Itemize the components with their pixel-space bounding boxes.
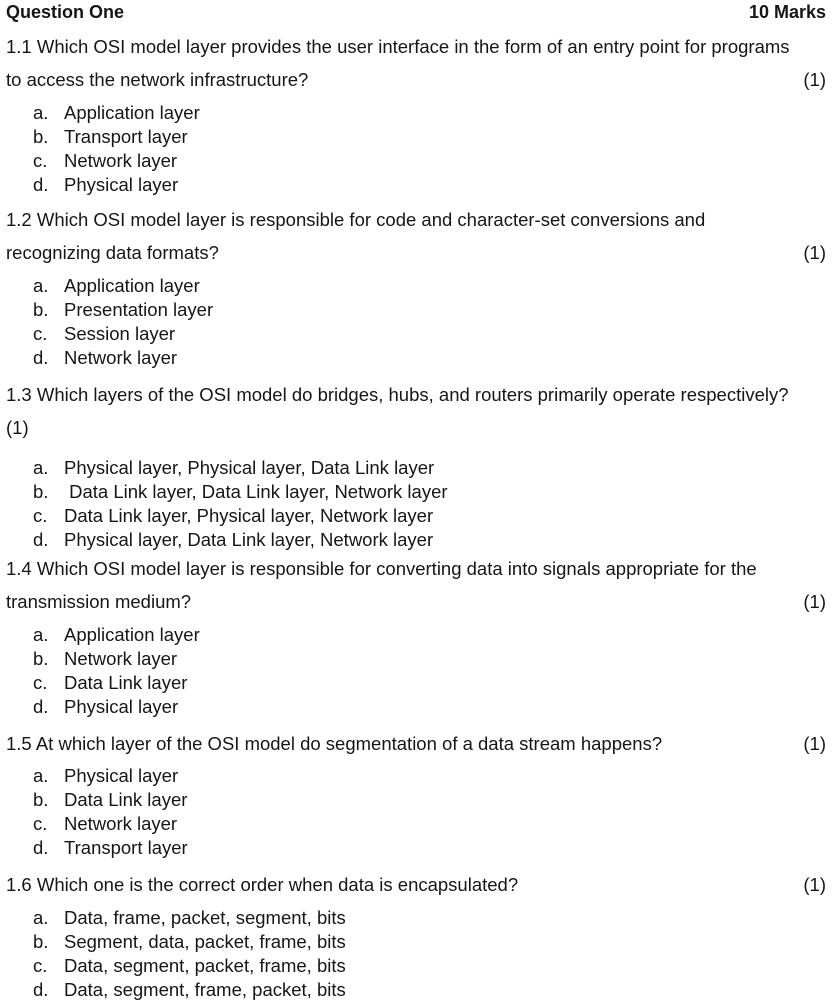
question-text-line-1: 1.2 Which OSI model layer is responsible for code and character-set conversions and — [6, 209, 706, 230]
option-a: a. Physical layer — [33, 765, 179, 786]
option-d: d. Physical layer, Data Link layer, Network layer — [33, 529, 434, 550]
question-text-line-1: 1.1 Which OSI model layer provides the user interface in the form of an entry point for programs — [6, 36, 790, 57]
option-a: a. Application layer — [33, 275, 200, 296]
question-1-4 — [6, 557, 826, 719]
option-list — [6, 456, 826, 552]
option-c: c. Data Link layer — [33, 672, 188, 693]
question-1-6 — [6, 873, 826, 1002]
question-mark: (1) — [803, 874, 826, 895]
option-d: d. Network layer — [33, 347, 178, 368]
question-text-line-2 — [6, 416, 826, 440]
option-a: a. Data, frame, packet, segment, bits — [33, 907, 346, 928]
option-b: b. Transport layer — [33, 126, 188, 147]
question-text-line-1: 1.6 Which one is the correct order when data is encapsulated? (1) — [6, 874, 826, 895]
question-mark: (1) — [803, 242, 826, 263]
question-text-line-2: transmission medium? (1) — [6, 591, 826, 612]
option-list — [6, 764, 826, 860]
option-b: b. Data Link layer — [33, 789, 188, 810]
option-list — [6, 906, 826, 1002]
question-mark: (1) — [803, 733, 826, 754]
option-list — [6, 623, 826, 719]
question-text-line-1: 1.3 Which layers of the OSI model do bridges, hubs, and routers primarily operate respectively? — [6, 384, 789, 405]
option-b: b. Network layer — [33, 648, 178, 669]
question-text-line-1: 1.4 Which OSI model layer is responsible for converting data into signals appropriate for the — [6, 558, 757, 579]
option-d: d. Physical layer — [33, 696, 179, 717]
option-list — [6, 274, 826, 370]
question-text-line-1: 1.5 At which layer of the OSI model do segmentation of a data stream happens? (1) — [6, 733, 826, 754]
question-mark: (1) — [803, 69, 826, 90]
total-marks: 10 Marks — [748, 2, 826, 22]
option-b: b. Data Link layer, Data Link layer, Network layer — [33, 481, 448, 502]
question-1-2 — [6, 208, 826, 370]
question-1-3 — [6, 383, 826, 552]
question-text-line-2: recognizing data formats? (1) — [6, 242, 826, 263]
option-b: b. Presentation layer — [33, 299, 214, 320]
page-header — [6, 2, 826, 26]
option-a: a. Application layer — [33, 102, 200, 123]
option-a: a. Application layer — [33, 624, 200, 645]
question-mark: (1) — [803, 591, 826, 612]
option-c: c. Data Link layer, Physical layer, Network layer — [33, 505, 434, 526]
option-d: d. Transport layer — [33, 837, 188, 858]
option-b: b. Segment, data, packet, frame, bits — [33, 931, 346, 952]
question-text-line-2: to access the network infrastructure? (1) — [6, 69, 826, 90]
question-1-5 — [6, 732, 826, 860]
option-d: d. Physical layer — [33, 174, 179, 195]
option-c: c. Network layer — [33, 813, 178, 834]
option-c: c. Data, segment, packet, frame, bits — [33, 955, 346, 976]
option-c: c. Network layer — [33, 150, 178, 171]
option-a: a. Physical layer, Physical layer, Data Link layer — [33, 457, 435, 478]
question-1-1 — [6, 35, 826, 197]
question-mark: (1) — [6, 417, 29, 438]
option-d: d. Data, segment, frame, packet, bits — [33, 979, 346, 1000]
option-c: c. Session layer — [33, 323, 176, 344]
section-title: Question One — [6, 2, 125, 22]
option-list — [6, 101, 826, 197]
